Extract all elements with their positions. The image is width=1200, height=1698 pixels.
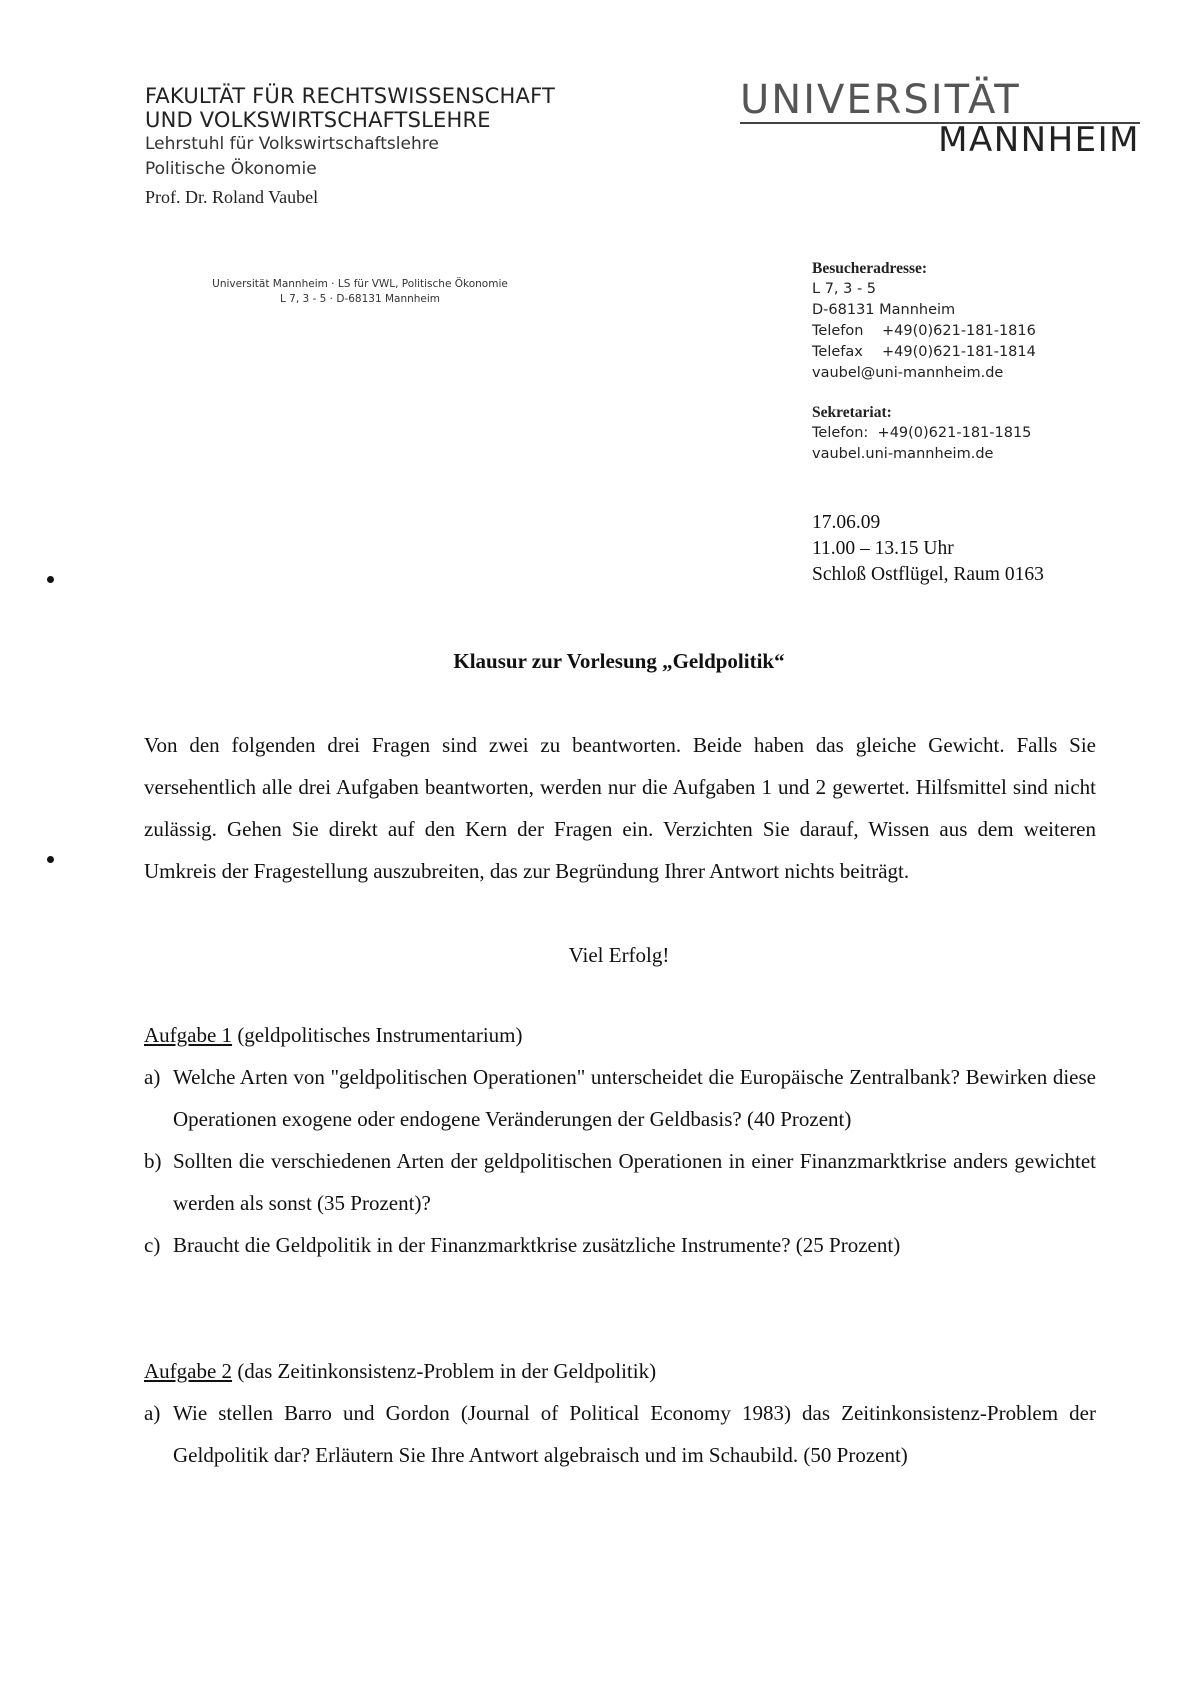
faculty-header bbox=[145, 84, 555, 208]
task-1-heading bbox=[144, 1014, 1096, 1056]
item-letter: b) bbox=[144, 1149, 162, 1173]
return-address-line1: Universität Mannheim · LS für VWL, Politische Ökonomie bbox=[212, 278, 508, 290]
secretariat-phone-label: Telefon: bbox=[812, 425, 869, 441]
visitor-street: L 7, 3 - 5 bbox=[812, 281, 877, 297]
task-2-label: Aufgabe 2 bbox=[144, 1359, 233, 1383]
item-letter: a) bbox=[144, 1401, 161, 1425]
email-address: vaubel@uni-mannheim.de bbox=[812, 365, 1004, 381]
visitor-address-heading: Besucheradresse: bbox=[812, 260, 928, 277]
faculty-name-line1: FAKULTÄT FÜR RECHTSWISSENSCHAFT bbox=[145, 84, 556, 108]
exam-meta bbox=[812, 510, 1044, 588]
task-2-item-a bbox=[144, 1392, 1096, 1476]
fax-number: +49(0)621-181-1814 bbox=[882, 344, 1036, 360]
faculty-name-line2: UND VOLKSWIRTSCHAFTSLEHRE bbox=[145, 108, 491, 132]
logo-universitaet: UNIVERSITÄT bbox=[740, 77, 1021, 123]
return-address-line2: L 7, 3 - 5 · D-68131 Mannheim bbox=[279, 293, 441, 305]
department-name: Politische Ökonomie bbox=[145, 159, 317, 179]
secretariat-heading: Sekretariat: bbox=[812, 404, 892, 421]
fax-row bbox=[812, 342, 1036, 363]
item-text: Welche Arten von "geldpolitischen Operationen" unterscheidet die Europäische Zentralbank? Bewirken diese Operationen exogene oder endogene Veränderungen der Geldbasis? (40 Prozent) bbox=[173, 1065, 1096, 1131]
fax-label: Telefax bbox=[812, 344, 863, 360]
secretariat-phone-row bbox=[812, 423, 1036, 444]
instructions: Von den folgenden drei Fragen sind zwei zu beantworten. Beide haben das gleiche Gewicht. Falls Sie versehentlich alle drei Aufgaben beantworten, werden nur die Aufgaben 1 und 2 gewertet. Hilfsmittel sind nicht zulässig. Gehen Sie direkt auf den Kern der Fragen ein. Verzichten Sie darauf, Wissen aus dem weiteren Umkreis der Fragestellung auszubreiten, das zur Begründung Ihrer Antwort nichts beiträgt. bbox=[144, 733, 1096, 883]
task-1 bbox=[144, 1014, 1096, 1266]
secretariat-phone-number: +49(0)621-181-1815 bbox=[877, 425, 1032, 441]
visitor-city: D-68131 Mannheim bbox=[812, 302, 956, 318]
return-address bbox=[160, 277, 560, 307]
phone-row bbox=[812, 321, 1036, 342]
task-1-topic: (geldpolitisches Instrumentarium) bbox=[237, 1023, 523, 1047]
professor-name: Prof. Dr. Roland Vaubel bbox=[145, 187, 319, 207]
exam-date: 17.06.09 bbox=[812, 512, 881, 533]
margin-bullet bbox=[47, 576, 54, 583]
phone-label: Telefon bbox=[812, 323, 864, 339]
item-text: Braucht die Geldpolitik in der Finanzmarktkrise zusätzliche Instrumente? (25 Prozent) bbox=[173, 1233, 901, 1257]
task-2-heading bbox=[144, 1350, 1096, 1392]
phone-number: +49(0)621-181-1816 bbox=[882, 323, 1036, 339]
university-logo bbox=[740, 77, 1140, 160]
margin-bullet bbox=[47, 856, 54, 863]
logo-mannheim: MANNHEIM bbox=[938, 120, 1140, 160]
exam-location: Schloß Ostflügel, Raum 0163 bbox=[812, 564, 1044, 585]
item-letter: c) bbox=[144, 1233, 161, 1257]
contact-block bbox=[812, 258, 1036, 465]
item-text: Wie stellen Barro und Gordon (Journal of Political Economy 1983) das Zeitinkonsistenz-Problem der Geldpolitik dar? Erläutern Sie Ihre Antwort algebraisch und im Schaubild. (50 Prozent) bbox=[173, 1401, 1096, 1467]
chair-name: Lehrstuhl für Volkswirtschaftslehre bbox=[145, 134, 439, 154]
task-1-item-a bbox=[144, 1056, 1096, 1140]
item-letter: a) bbox=[144, 1065, 161, 1089]
task-1-item-b bbox=[144, 1140, 1096, 1224]
exam-time: 11.00 – 13.15 Uhr bbox=[812, 538, 954, 559]
item-text: Sollten die verschiedenen Arten der geldpolitischen Operationen in einer Finanzmarktkrise anders gewichtet werden als sonst (35 Prozent)? bbox=[173, 1149, 1096, 1215]
task-2-topic: (das Zeitinkonsistenz-Problem in der Geldpolitik) bbox=[237, 1359, 657, 1383]
task-1-label: Aufgabe 1 bbox=[144, 1023, 233, 1047]
closing-text: Viel Erfolg! bbox=[568, 943, 670, 967]
task-2 bbox=[144, 1350, 1096, 1476]
task-1-item-c bbox=[144, 1224, 1096, 1266]
secretariat-web: vaubel.uni-mannheim.de bbox=[812, 446, 994, 462]
exam-title: Klausur zur Vorlesung „Geldpolitik“ bbox=[453, 649, 785, 673]
